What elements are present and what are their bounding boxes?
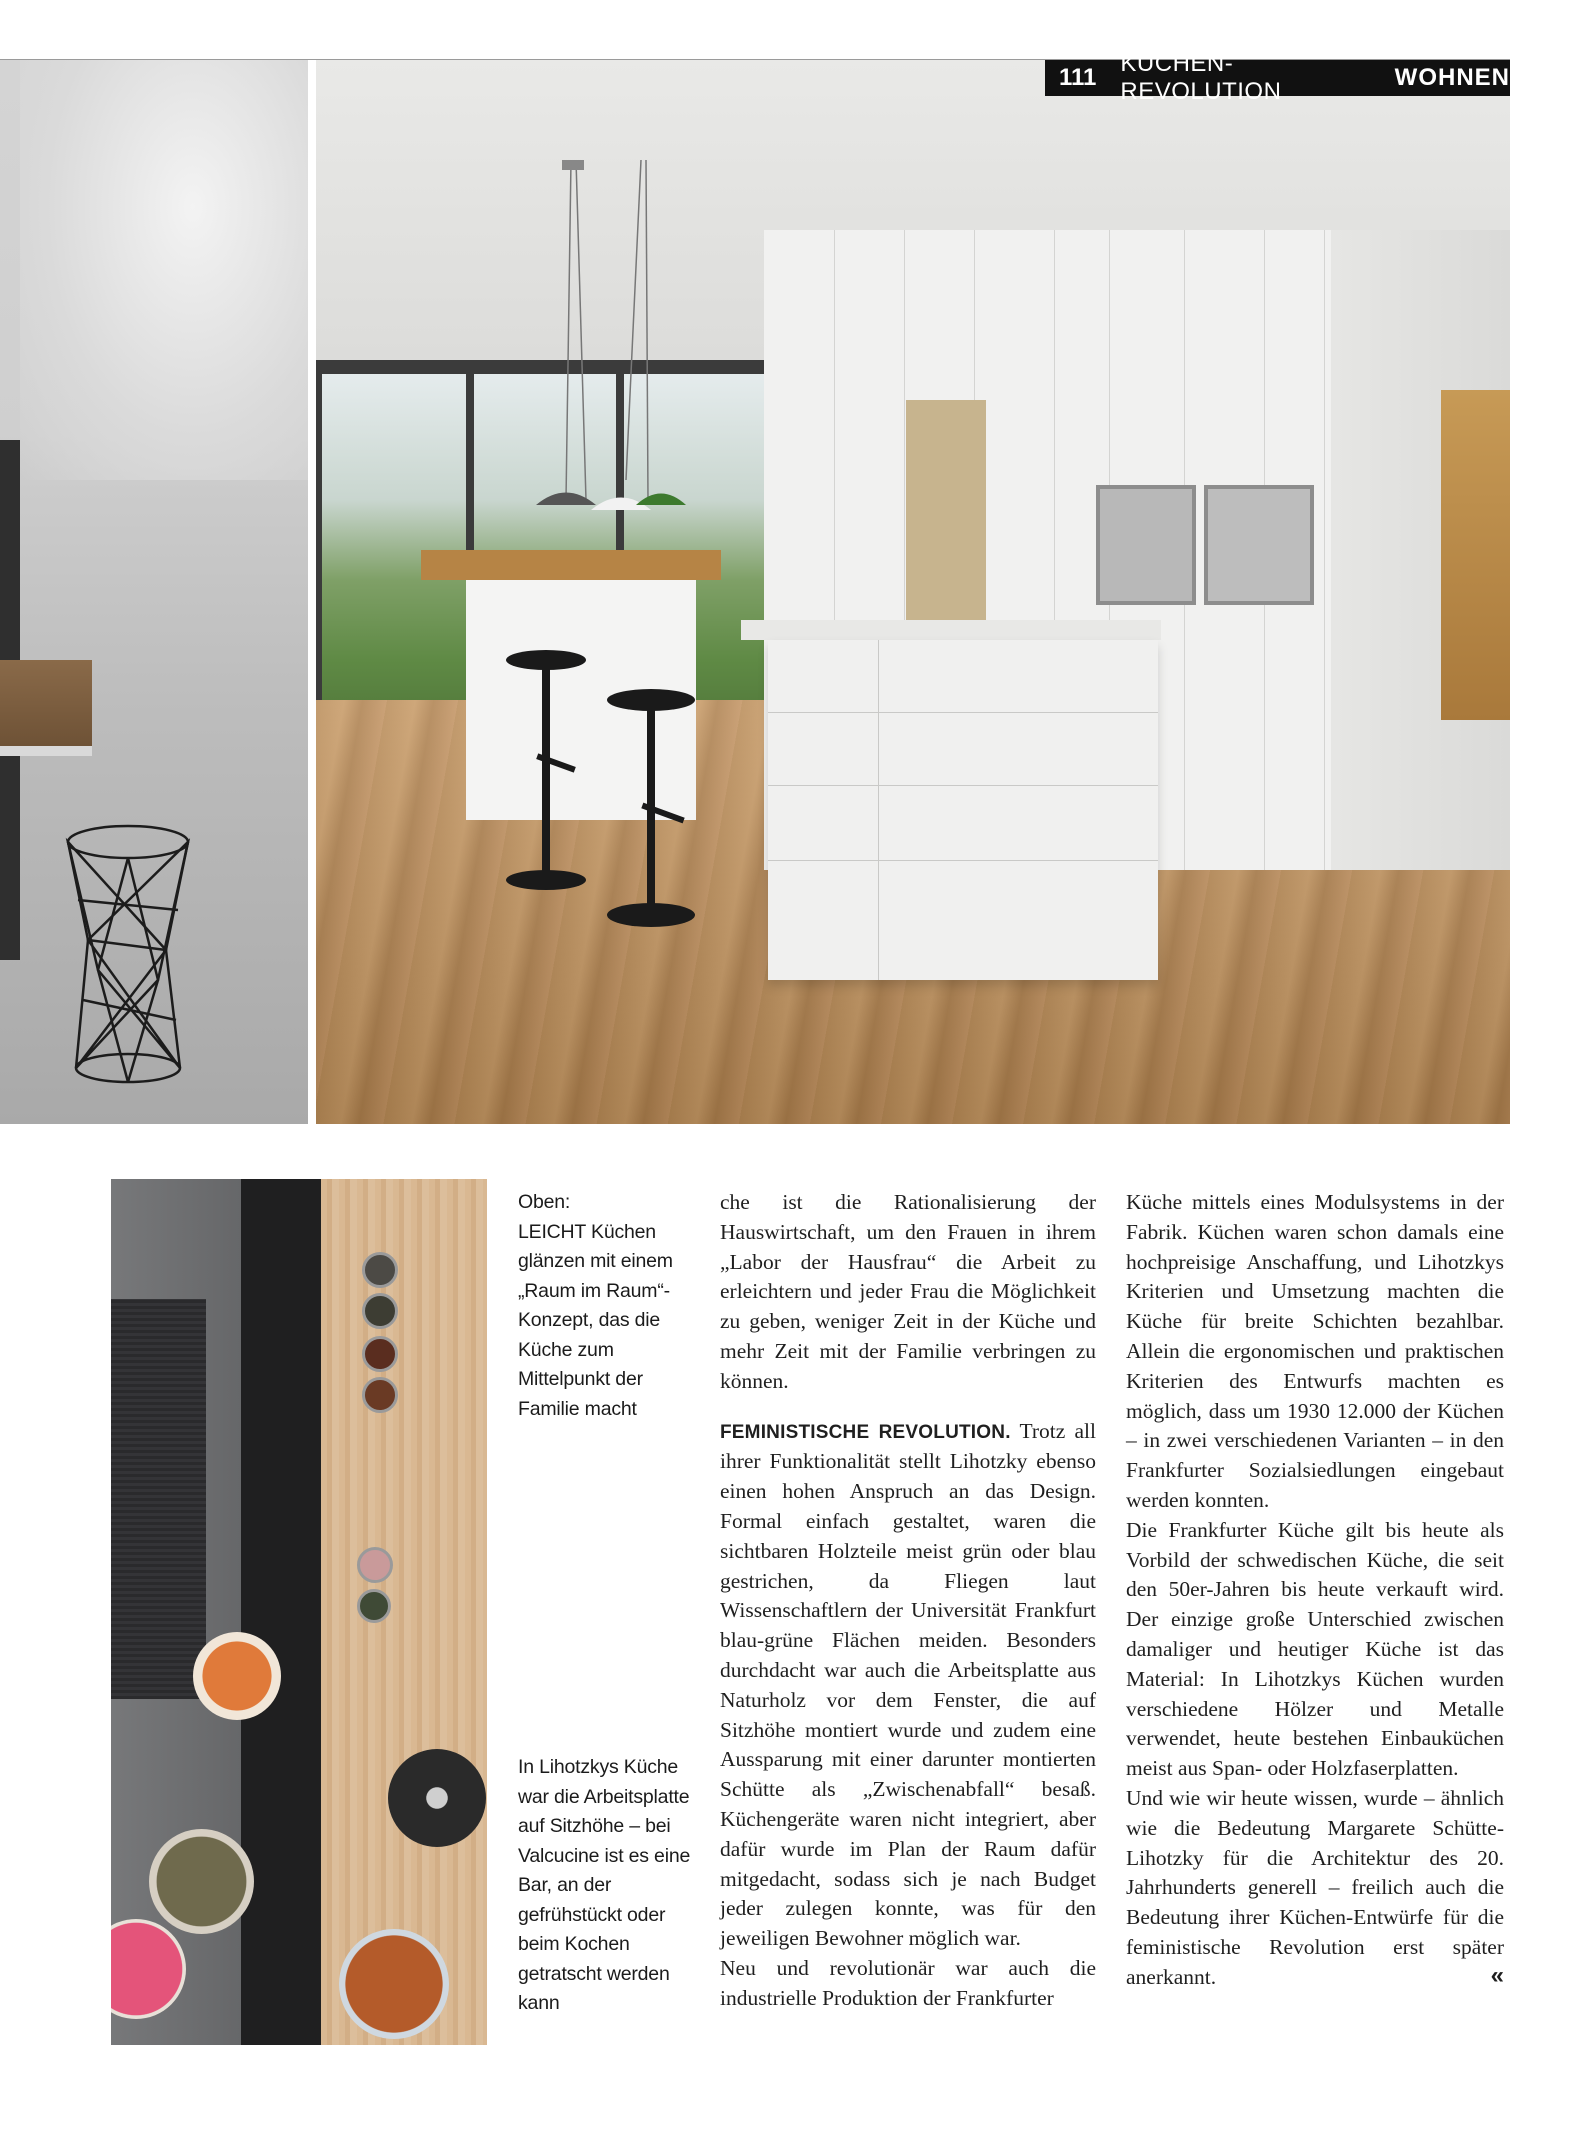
wood-counter [0,660,92,756]
spice-tin [362,1252,398,1288]
caption-text: In Lihotzkys Küche war die Arbeitsplatte auf Sitzhöhe – bei Valcucine ist es eine Bar, an der gefrühstückt oder beim Kochen getratscht werden kann [518,1756,691,2014]
end-mark: « [1490,1961,1504,1989]
window-light [20,60,308,480]
spice-bowl [388,1749,486,1847]
spice-tin [362,1336,398,1372]
article-column-1 [720,1188,1096,2014]
black-strip [241,1179,321,2045]
page-header [1045,50,1510,105]
caption-top [518,1188,700,1424]
paragraph: che ist die Rationalisierung der Hauswirtschaft, um den Frauen in ihrem „Labor der Hausfrau“ die Arbeit zu erleichtern und jeder Frau die Möglichkeit zu geben, weniger Zeit in der Küche und mehr Zeit mit der Familie verbringen zu können. [720,1190,1096,1393]
runin-heading: FEMINISTISCHE REVOLUTION. [720,1421,1011,1443]
photo-kitchen-main [316,60,1510,1124]
spice-tin [357,1547,393,1583]
spice-tin [362,1293,398,1329]
island-drawers [768,640,1158,980]
page-number: 111 [1059,64,1097,91]
bar-stools [476,640,736,940]
pendant-lamps [416,160,776,580]
paragraph [720,1417,1096,1954]
wood-countertop [321,1179,487,2045]
photo-spice-counter [111,1179,487,2045]
caption-text: LEICHT Küchen glänzen mit einem „Raum im Raum“-Konzept, das die Küche zum Mittelpunkt der Familie macht [518,1220,673,1420]
photo-kitchen-left [0,60,308,1124]
built-in-oven [1204,485,1314,605]
paragraph-text: Trotz all ihrer Funktionalität stellt Lihotzky ebenso einen hohen Anspruch an das Design. Formal einfach gestaltet, waren die sichtbaren Holzteile meist grün oder blau gestrichen, da Fliegen laut Wissenschaftlern der Universität Frankfurt blau-grüne Flächen meiden. Besonders durchdacht war auch die Arbeitsplatte aus Naturholz vor dem Fenster, die auf Sitzhöhe montiert wurde und zudem eine Aussparung mit einer darunter montierten Schütte als „Zwischenabfall“ besaß. Küchengeräte waren nicht integriert, aber dafür wurde im Plan der Raum dafür mitgedacht, sodass sich je nach Budget jeder zulegen konnte, was für den jeweiligen Bewohner möglich war. [720,1418,1096,1951]
paragraph-text: Und wie wir heute wissen, wurde – ähnlich wie die Bedeutung Margarete Schütte-Lihotzky für die Architektur des 20. Jahrhunderts generell – freilich auch die Bedeutung ihrer Küchen-Entwürfe für die feministische Revolution erst später anerkannt. [1126,1785,1504,1989]
built-in-coffee-machine [1096,485,1196,605]
paragraph [1126,1784,1504,1993]
spice-bowl [193,1632,281,1720]
spice-bowl [149,1829,254,1934]
wire-stool [58,820,198,1090]
caption-label: Oben: [518,1191,571,1213]
paragraph: Die Frankfurter Küche gilt bis heute als Vorbild der schwedischen Küche, die seit den 50er-Jahren bis heute verkauft wird. Der einzige große Unterschied zwischen damaliger und heutiger Küche ist das Material: In Lihotzkys Küchen wurden verschiedene Hölzer und Metalle verwendet, heute bestehen Einbauküchen meist aus Span- oder Holzfaserplatten. [1126,1517,1504,1781]
spice-tin [357,1589,391,1623]
caption-bottom [518,1753,700,2019]
spice-bowl [339,1929,449,2039]
paragraph: Küche mittels eines Modulsystems in der Fabrik. Küchen waren schon damals eine hochpreisige Anschaffung, und Lihotzkys Kriterien und Umsetzung machten die Küche für breite Schichten bezahlbar. Allein die ergonomischen und praktischen Kriterien des Entwurfs machten es möglich, dass um 1930 12.000 der Küchen – in zwei verschiedenen Varianten – in den Frankfurter Sozialsiedlungen eingebaut werden konnten. [1126,1190,1504,1512]
spice-tin [362,1377,398,1413]
island-counter [741,620,1161,640]
section-title: KÜCHEN-REVOLUTION [1120,50,1282,105]
dark-panel [111,1299,206,1699]
wood-shelf [1441,390,1510,720]
paragraph: Neu und revolutionär war auch die industrielle Produktion der Frankfurter [720,1955,1096,2010]
article-column-2 [1126,1188,1504,1993]
magazine-section: WOHNEN [1394,64,1510,91]
